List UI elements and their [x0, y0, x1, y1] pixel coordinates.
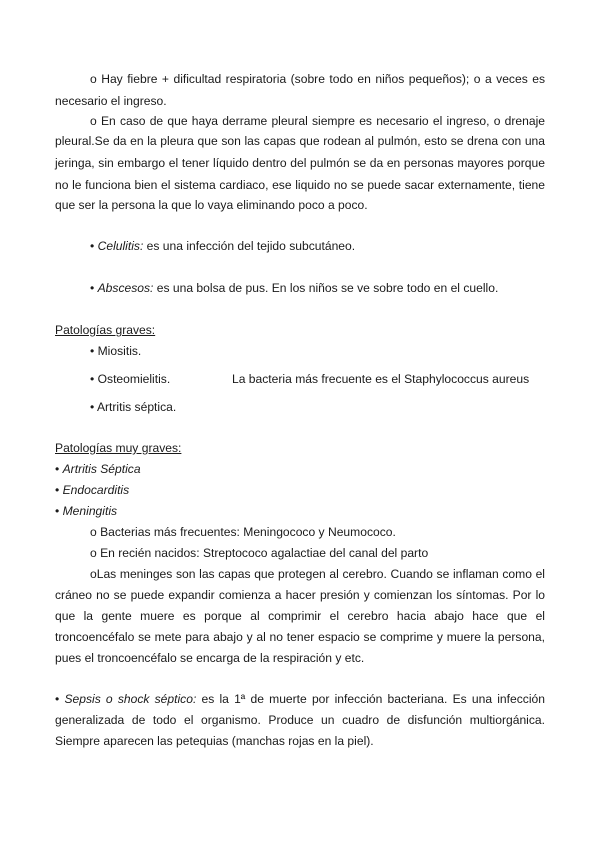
- meningitis-recien-nacidos: o En recién nacidos: Streptococo agalactiae del canal del parto: [90, 546, 429, 560]
- list-item-celulitis: • Celulitis: es una infección del tejido subcutáneo.: [90, 239, 356, 253]
- para-meninges-line-5: pues el troncoencéfalo se encarga de la respiración y etc.: [55, 651, 365, 665]
- heading-graves: Patologías graves:: [55, 323, 156, 337]
- para-meninges-line-3: que la gente muere es porque al comprimir el cerebro hacia abajo hace que el: [55, 609, 545, 623]
- para-meninges-line-2: cráneo no se puede expandir comienza a hacer presión y comienzan los síntomas. Por lo: [55, 588, 545, 602]
- meningitis-bacterias: o Bacterias más frecuentes: Meningococo y Neumococo.: [90, 525, 396, 539]
- para-meninges-line-1: oLas meninges son las capas que protegen al cerebro. Cuando se inflaman como el: [90, 567, 545, 581]
- term-celulitis: Celulitis:: [97, 239, 144, 253]
- list-item-abscesos: • Abscesos: es una bolsa de pus. En los niños se ve sobre todo en el cuello.: [90, 281, 499, 295]
- heading-muy-graves: Patologías muy graves:: [55, 441, 182, 455]
- list-item-artritis: • Artritis Séptica: [55, 462, 141, 476]
- list-item-miositis: • Miositis.: [90, 344, 142, 358]
- list-item-endocarditis: • Endocarditis: [55, 483, 130, 497]
- term-sepsis: Sepsis o shock séptico:: [64, 692, 197, 706]
- list-item-artritis-septica: • Artritis séptica.: [90, 400, 177, 414]
- list-item-osteomielitis: • Osteomielitis.: [90, 372, 171, 386]
- para-pleural-line-2: pleural.Se da en la pleura que son las capas que rodean al pulmón, esto se drena con una: [55, 134, 545, 148]
- note-staphylococcus: La bacteria más frecuente es el Staphylococcus aureus: [232, 372, 530, 386]
- para-sepsis-line-2: generalizada de todo el organismo. Produce un cuadro de disfunción multiorgánica.: [55, 713, 545, 727]
- para-pleural-line-1: o En caso de que haya derrame pleural siempre es necesario el ingreso, o drenaje: [90, 114, 545, 128]
- para-pleural-line-3: jeringa, sin embargo el tener líquido dentro del pulmón se da en personas mayores porque: [55, 156, 545, 170]
- para-pleural-line-5: que ser la persona la que lo vaya eliminando poco a poco.: [55, 198, 368, 212]
- para-fever-line-2: necesario el ingreso.: [55, 94, 167, 108]
- para-meninges-line-4: troncoencéfalo se mete para abajo y al no tener espacio se comprime y muere la persona,: [55, 630, 545, 644]
- para-sepsis-line-1: • Sepsis o shock séptico: es la 1ª de muerte por infección bacteriana. Es una infección: [55, 692, 545, 706]
- term-abscesos: Abscesos:: [97, 281, 154, 295]
- list-item-meningitis: • Meningitis: [55, 504, 118, 518]
- para-pleural-line-4: no le funciona bien el sistema cardiaco, ese liquido no se puede sacar externamente, tiene: [55, 178, 545, 192]
- para-sepsis-line-3: Siempre aparecen las petequias (manchas rojas en la piel).: [55, 734, 374, 748]
- para-fever-line-1: o Hay fiebre + dificultad respiratoria (sobre todo en niños pequeños); o a veces es: [90, 72, 545, 86]
